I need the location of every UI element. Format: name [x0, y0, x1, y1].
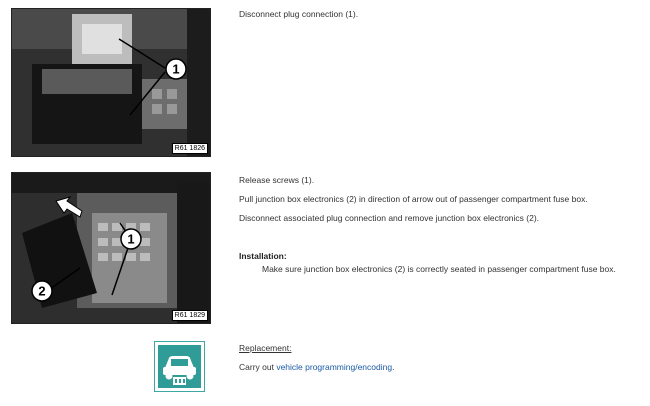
- installation-text: Make sure junction box electronics (2) is correctly seated in passenger compartment fuse box.: [262, 264, 616, 274]
- replacement-suffix: .: [392, 362, 395, 372]
- replacement-heading: Replacement:: [239, 343, 292, 353]
- replacement-prefix: Carry out: [239, 362, 277, 372]
- figure-2-photo: [11, 172, 211, 324]
- step-1-text: Disconnect plug connection (1).: [239, 9, 359, 19]
- figure-2-code: R61 1829: [172, 310, 208, 321]
- replacement-line: [239, 361, 394, 373]
- figure-1-callout-1: 1: [172, 61, 180, 77]
- figure-2-callout-1: 1: [127, 231, 135, 247]
- figure-2-callout-2: 2: [38, 283, 46, 299]
- car-programming-icon: [154, 341, 205, 392]
- figure-1-code: R61 1826: [172, 143, 208, 154]
- step-2-line-2: Pull junction box electronics (2) in direction of arrow out of passenger compartment fuse box.: [239, 194, 588, 204]
- installation-heading: Installation:: [239, 251, 287, 261]
- step-2-line-1: Release screws (1).: [239, 175, 315, 185]
- vehicle-programming-link[interactable]: vehicle programming/encoding: [276, 362, 393, 372]
- step-2-line-3: Disconnect associated plug connection and remove junction box electronics (2).: [239, 213, 540, 223]
- figure-1-photo: [11, 8, 211, 157]
